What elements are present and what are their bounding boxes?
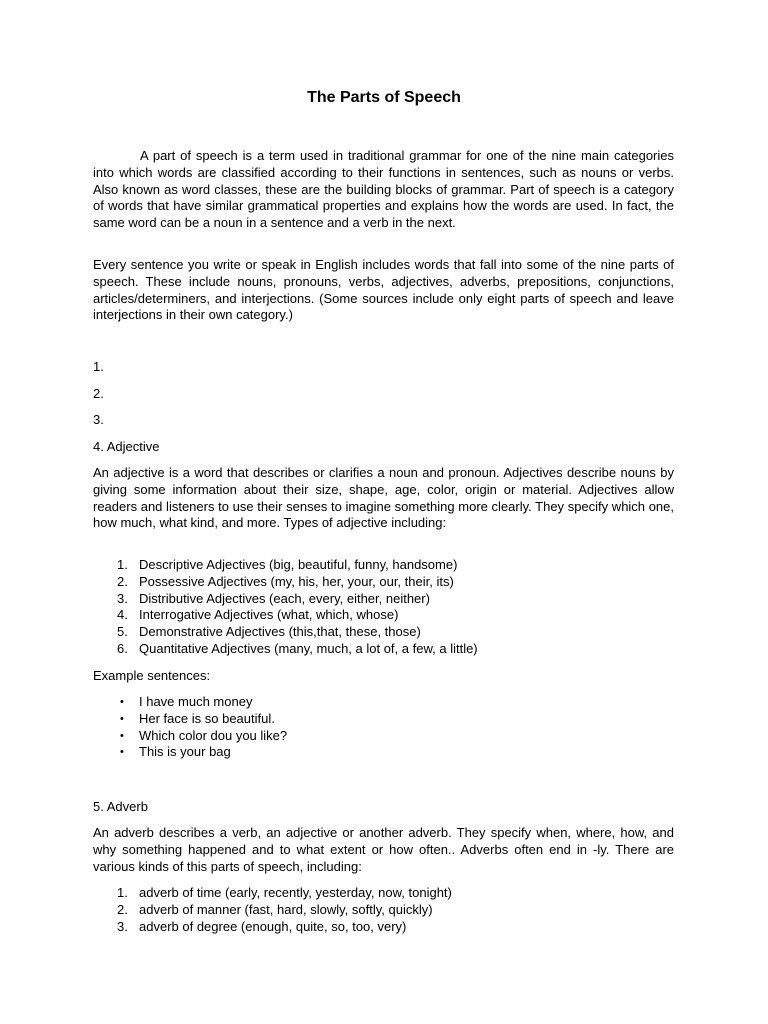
list-number: 3. <box>117 918 128 934</box>
list-item-text: Descriptive Adjectives (big, beautiful, funny, handsome) <box>139 557 458 572</box>
list-item <box>93 694 674 711</box>
adverb-types-list <box>93 885 674 935</box>
adverb-heading: 5. Adverb <box>93 799 148 814</box>
adjective-heading: 4. Adjective <box>93 439 160 454</box>
list-number: 1. <box>117 885 128 900</box>
page-title: The Parts of Speech <box>307 89 461 106</box>
list-item <box>93 885 674 902</box>
empty-item-2: 2. <box>93 386 104 401</box>
list-item-text: adverb of time (early, recently, yesterday, now, tonight) <box>139 885 452 900</box>
intro-paragraph-2: Every sentence you write or speak in English includes words that fall into some of the nine parts of speech. These include nouns, pronouns, verbs, adjectives, adverbs, prepositions, conjunctions, articles/determiners, and interjections. (Some sources include only eight parts of speech and leave interjections in their own category.) <box>93 257 674 323</box>
list-item-text: Which color dou you like? <box>139 727 288 743</box>
list-number: 3. <box>117 590 128 606</box>
list-item <box>93 607 674 624</box>
adjective-types-list <box>93 557 674 658</box>
empty-item-3: 3. <box>93 412 104 427</box>
bullet-icon: • <box>120 729 124 742</box>
list-item <box>93 574 674 591</box>
adverb-paragraph: An adverb describes a verb, an adjective or another adverb. They specify when, where, how, and why something happened and to what extent or how often.. Adverbs often end in -ly. There are various kinds of this parts of speech, including: <box>93 825 674 874</box>
list-item <box>93 641 674 658</box>
examples-label: Example sentences: <box>93 668 211 683</box>
bullet-icon: • <box>120 746 124 759</box>
list-item <box>93 728 674 745</box>
bullet-icon: • <box>120 696 124 708</box>
list-item-text: adverb of degree (enough, quite, so, too, very) <box>139 918 407 934</box>
list-number: 5. <box>117 624 128 640</box>
list-number: 2. <box>117 901 128 917</box>
list-item <box>93 557 674 574</box>
list-item-text: Demonstrative Adjectives (this,that, these, those) <box>139 624 421 640</box>
list-item <box>93 902 674 919</box>
list-number: 1. <box>117 557 128 572</box>
list-item <box>93 591 674 608</box>
list-item-text: Distributive Adjectives (each, every, either, neither) <box>139 590 430 606</box>
list-item <box>93 711 674 728</box>
list-item-text: Quantitative Adjectives (many, much, a lot of, a few, a little) <box>139 640 478 656</box>
adjective-paragraph: An adjective is a word that describes or clarifies a noun and pronoun. Adjectives describe nouns by giving some information about their size, shape, age, color, origin or material. Adjectives allow readers and listeners to use their senses to imagine something more clearly. They specify which one, how much, what kind, and more. Types of adjective including: <box>93 465 674 531</box>
intro-paragraph-1: A part of speech is a term used in traditional grammar for one of the nine main categories into which words are classified according to their functions in sentences, such as nouns or verbs. Also known as word classes, these are the building blocks of grammar. Part of speech is a category of words that have similar grammatical properties and explains how the words are used. In fact, the same word can be a noun in a sentence and a verb in the next. <box>93 148 674 231</box>
list-item-text: Interrogative Adjectives (what, which, whose) <box>139 607 399 623</box>
list-number: 2. <box>117 573 128 589</box>
list-item-text: Her face is so beautiful. <box>139 710 275 726</box>
list-item <box>93 919 674 936</box>
list-item-text: Possessive Adjectives (my, his, her, your, our, their, its) <box>139 573 454 589</box>
empty-item-1: 1. <box>93 359 104 374</box>
list-number: 6. <box>117 640 128 656</box>
list-item-text: This is your bag <box>139 744 231 760</box>
list-item-text: adverb of manner (fast, hard, slowly, softly, quickly) <box>139 901 433 917</box>
list-item <box>93 744 674 761</box>
example-sentences-list <box>93 694 674 761</box>
list-number: 4. <box>117 607 128 623</box>
bullet-icon: • <box>120 712 124 725</box>
list-item-text: I have much money <box>139 694 253 709</box>
list-item <box>93 624 674 641</box>
